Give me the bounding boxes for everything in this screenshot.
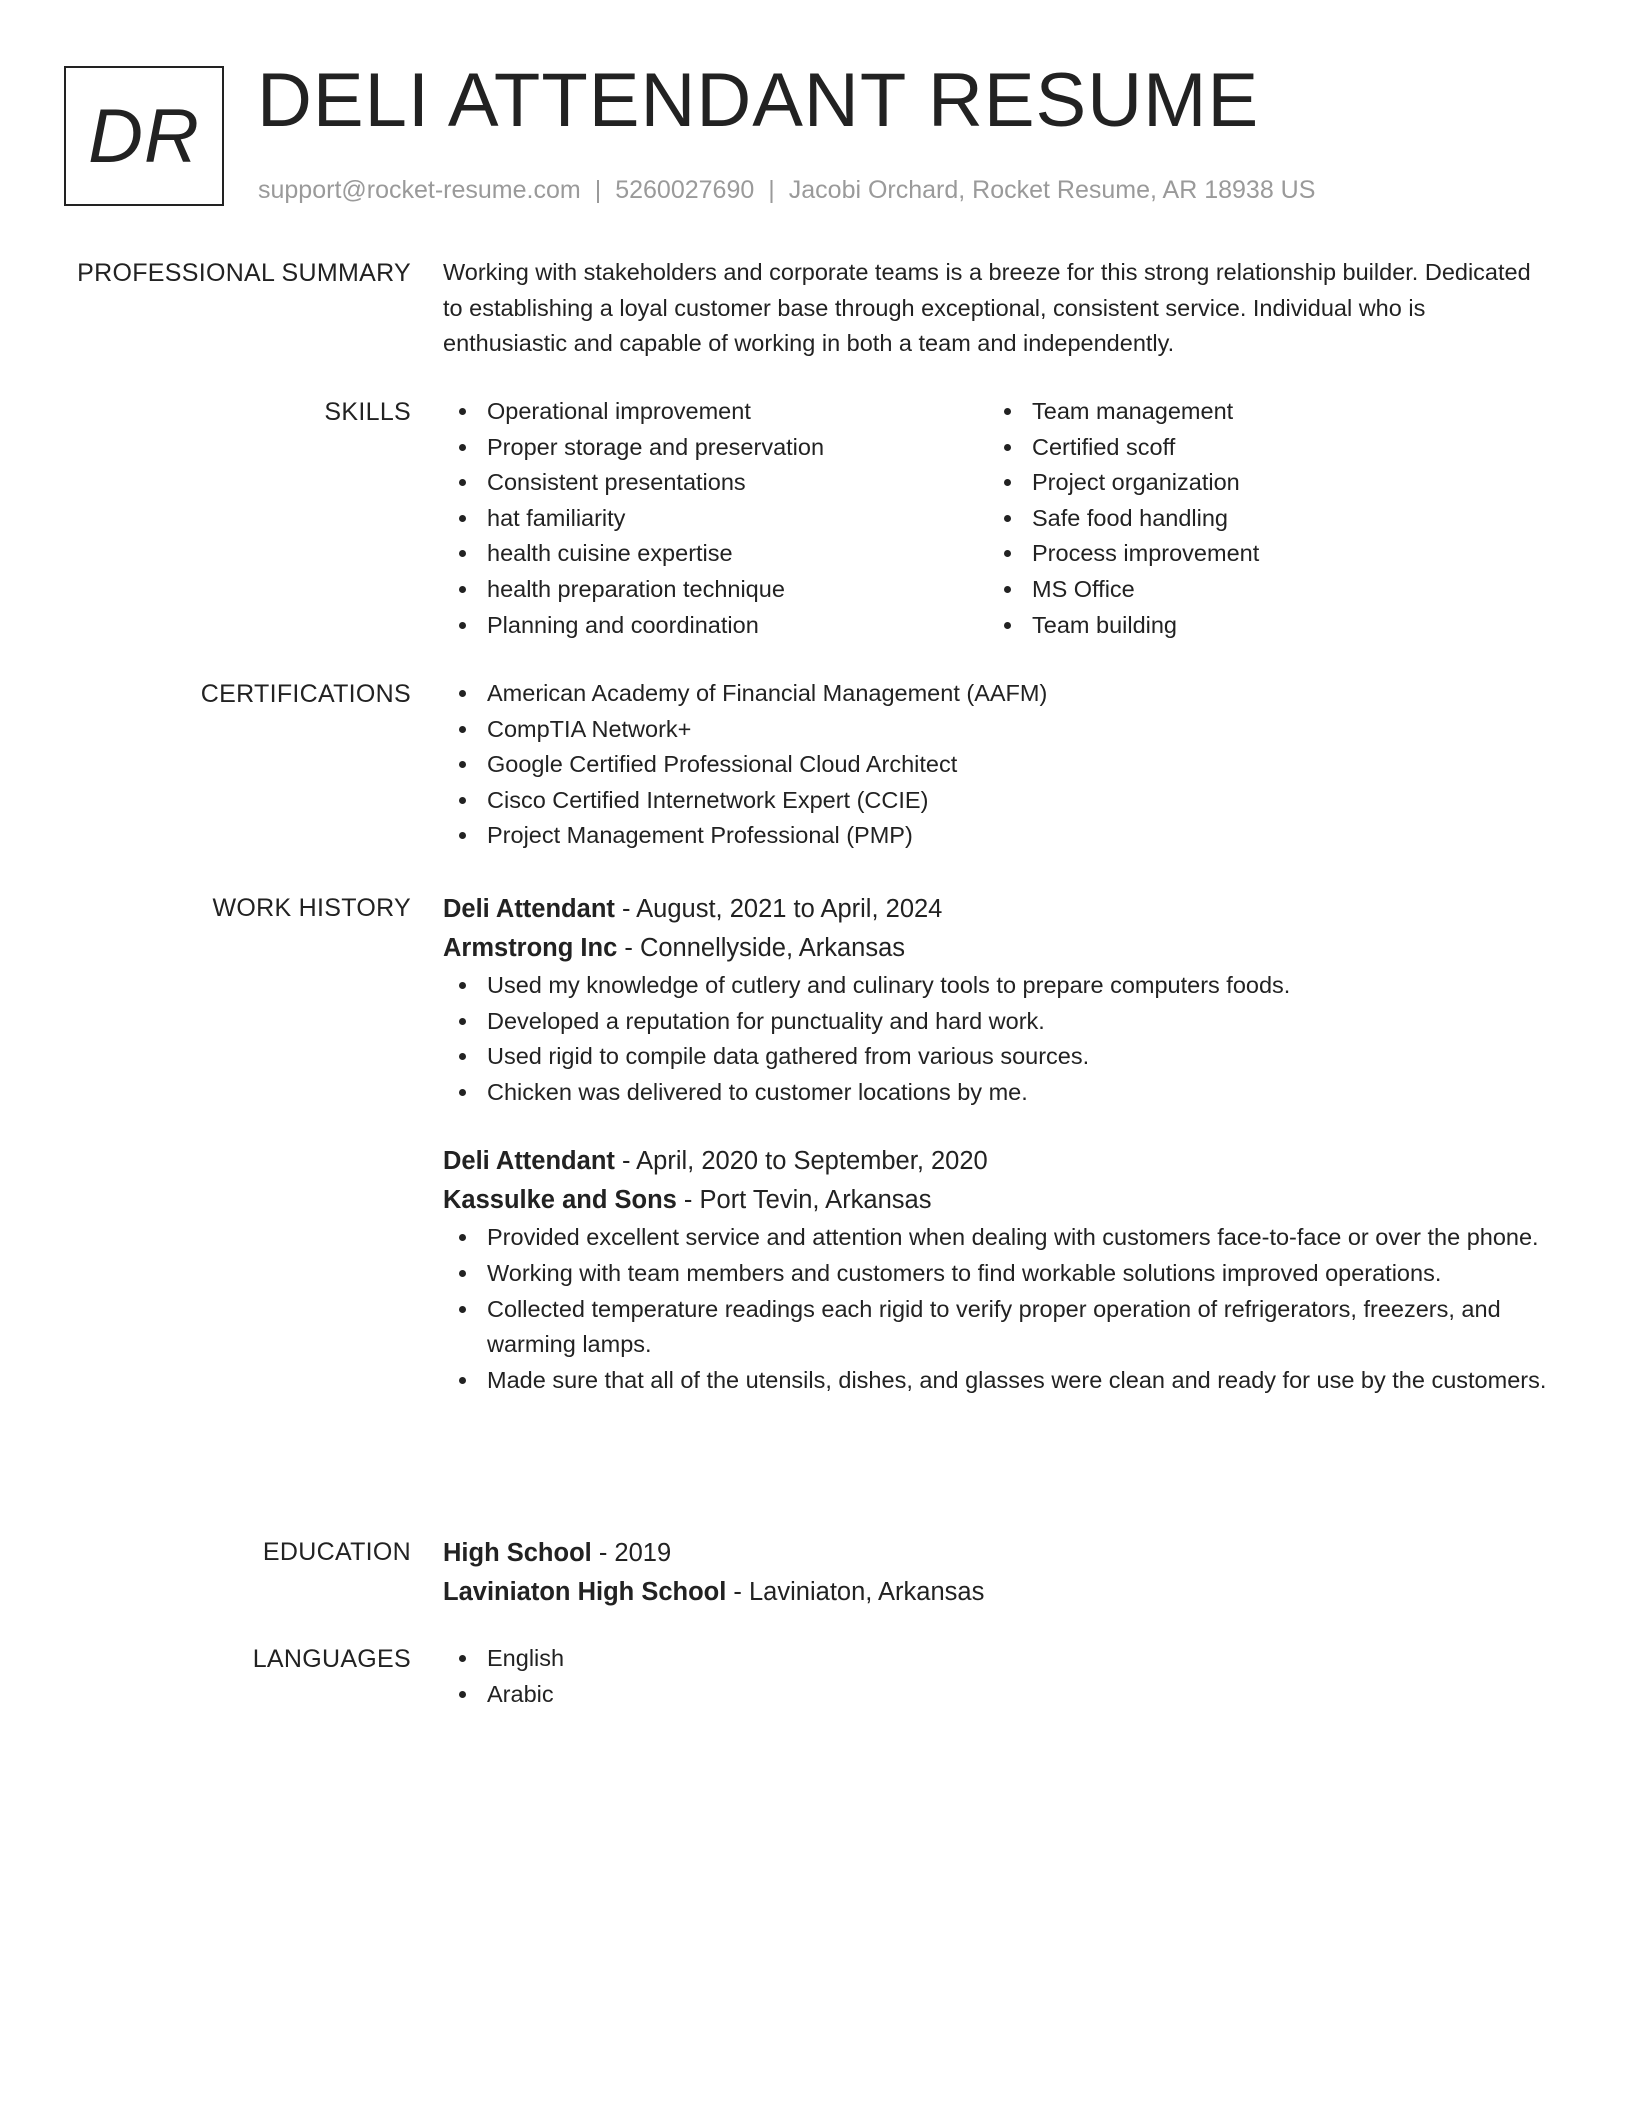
skill-item: Team management xyxy=(988,394,1533,430)
job-title-line xyxy=(443,1142,1553,1181)
skill-item: MS Office xyxy=(988,572,1533,608)
summary-heading: PROFESSIONAL SUMMARY xyxy=(77,259,411,287)
language-item: Arabic xyxy=(443,1677,1553,1713)
job-company-line xyxy=(443,1181,1553,1220)
certification-item: American Academy of Financial Management (AAFM) xyxy=(443,676,1553,712)
skill-item: Process improvement xyxy=(988,536,1533,572)
skill-item: Planning and coordination xyxy=(443,608,988,644)
job-location: - Port Tevin, Arkansas xyxy=(676,1186,932,1215)
job-duty-item: Made sure that all of the utensils, dishes, and glasses were clean and ready for use by the customers. xyxy=(443,1363,1553,1399)
resume-title: DELI ATTENDANT RESUME xyxy=(257,58,1260,143)
skill-item: health cuisine expertise xyxy=(443,536,988,572)
job-title: Deli Attendant xyxy=(443,1147,615,1176)
job-title-line xyxy=(443,890,1553,929)
certification-item: Project Management Professional (PMP) xyxy=(443,818,1553,854)
education-school-line xyxy=(443,1573,1553,1612)
job-company: Armstrong Inc xyxy=(443,934,618,962)
certification-item: CompTIA Network+ xyxy=(443,712,1553,748)
job-duty-item: Collected temperature readings each rigid to verify proper operation of refrigerators, freezers, and warming lamps. xyxy=(443,1292,1553,1363)
certification-item: Cisco Certified Internetwork Expert (CCIE) xyxy=(443,783,1553,819)
languages-heading: LANGUAGES xyxy=(252,1645,411,1673)
job-company-line xyxy=(443,929,1553,968)
contact-address: Jacobi Orchard, Rocket Resume, AR 18938 US xyxy=(788,176,1316,204)
contact-line xyxy=(258,172,1315,208)
skill-item: health preparation technique xyxy=(443,572,988,608)
summary-body xyxy=(443,255,1553,362)
education-body xyxy=(443,1534,1553,1612)
skill-item: Consistent presentations xyxy=(443,465,988,501)
job-duties-list xyxy=(443,1220,1553,1398)
skill-item: Project organization xyxy=(988,465,1533,501)
certifications-list xyxy=(443,676,1553,854)
work-history-body xyxy=(443,890,1553,1398)
skill-item: Certified scoff xyxy=(988,430,1533,466)
skill-item: Operational improvement xyxy=(443,394,988,430)
certifications-heading: CERTIFICATIONS xyxy=(200,680,411,708)
job-duty-item: Chicken was delivered to customer locations by me. xyxy=(443,1075,1553,1111)
skills-list-right xyxy=(988,394,1533,643)
monogram-badge: DR xyxy=(64,66,224,206)
languages-list xyxy=(443,1641,1553,1712)
skill-item: Safe food handling xyxy=(988,501,1533,537)
education-school: Laviniaton High School xyxy=(443,1578,727,1606)
certifications-body xyxy=(443,676,1553,854)
job-entry xyxy=(443,1142,1553,1398)
contact-separator: | xyxy=(594,176,602,204)
job-duty-item: Working with team members and customers to find workable solutions improved operations. xyxy=(443,1256,1553,1292)
contact-email[interactable]: support@rocket-resume.com xyxy=(258,176,581,204)
summary-text: Working with stakeholders and corporate teams is a breeze for this strong relationship builder. Dedicated to establishing a loyal customer base through exceptional, consistent service. Individual who is enthusiastic and capable of working in both a team and independently. xyxy=(443,259,1531,357)
skill-item: Team building xyxy=(988,608,1533,644)
job-duty-item: Provided excellent service and attention when dealing with customers face-to-face or over the phone. xyxy=(443,1220,1553,1256)
job-dates: - August, 2021 to April, 2024 xyxy=(614,895,943,923)
contact-phone[interactable]: 5260027690 xyxy=(615,176,755,204)
language-item: English xyxy=(443,1641,1553,1677)
education-degree: High School xyxy=(443,1539,592,1567)
job-location: - Connellyside, Arkansas xyxy=(617,934,906,962)
job-dates: - April, 2020 to September, 2020 xyxy=(614,1147,988,1176)
languages-body xyxy=(443,1641,1553,1712)
education-location: - Laviniaton, Arkansas xyxy=(726,1578,985,1606)
skills-heading: SKILLS xyxy=(324,398,411,426)
job-title: Deli Attendant xyxy=(443,895,615,923)
job-entry xyxy=(443,890,1553,1110)
education-degree-line xyxy=(443,1534,1553,1573)
work-history-heading: WORK HISTORY xyxy=(212,894,411,922)
skills-body xyxy=(443,394,1553,643)
contact-separator: | xyxy=(768,176,775,204)
education-year: - 2019 xyxy=(591,1539,672,1567)
job-duty-item: Used rigid to compile data gathered from various sources. xyxy=(443,1039,1553,1075)
skill-item: Proper storage and preservation xyxy=(443,430,988,466)
education-heading: EDUCATION xyxy=(262,1538,411,1566)
skills-list-left xyxy=(443,394,988,643)
job-duty-item: Developed a reputation for punctuality and hard work. xyxy=(443,1004,1553,1040)
skill-item: hat familiarity xyxy=(443,501,988,537)
certification-item: Google Certified Professional Cloud Architect xyxy=(443,747,1553,783)
job-duties-list xyxy=(443,968,1553,1110)
job-duty-item: Used my knowledge of cutlery and culinary tools to prepare computers foods. xyxy=(443,968,1553,1004)
job-company: Kassulke and Sons xyxy=(443,1186,677,1215)
